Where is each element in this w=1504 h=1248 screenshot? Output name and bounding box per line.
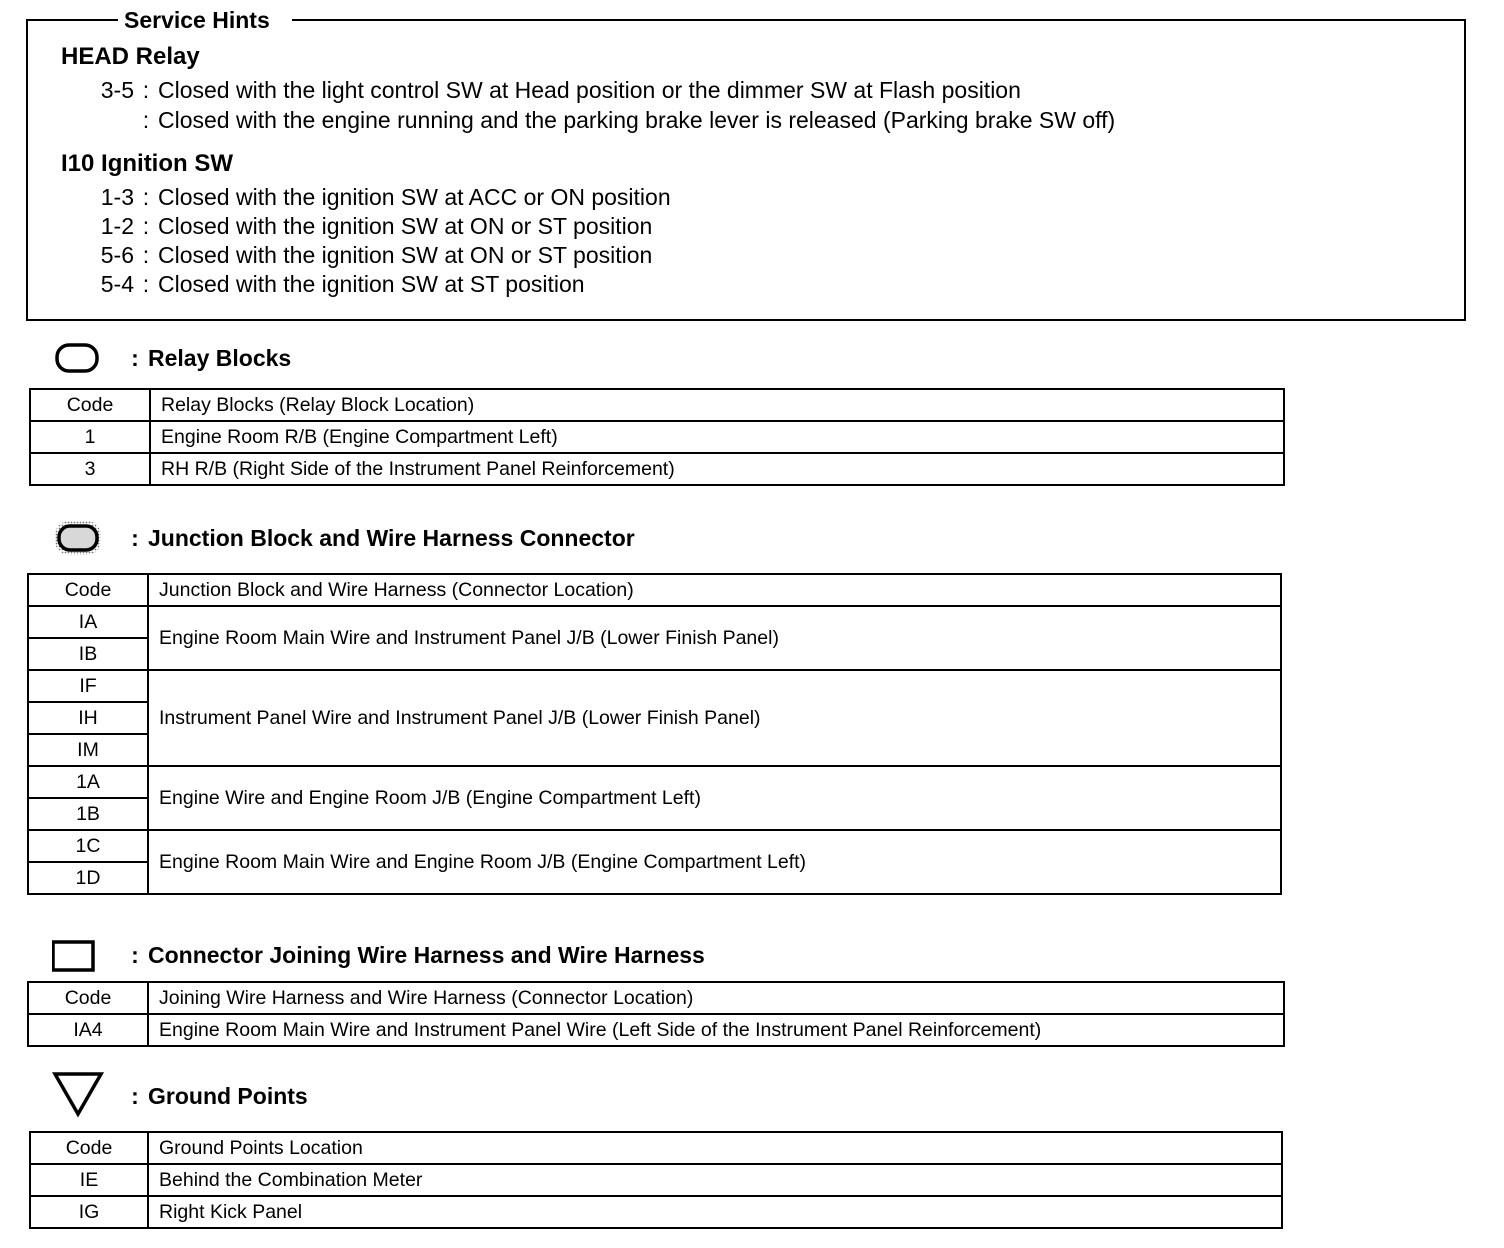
row-code: IM <box>28 734 148 766</box>
row-desc: Engine Room Main Wire and Instrument Panel J/B (Lower Finish Panel) <box>148 606 1281 670</box>
table-header-row <box>30 389 1284 421</box>
hint-line <box>68 76 1021 104</box>
row-desc: Engine Room Main Wire and Engine Room J/B (Engine Compartment Left) <box>148 830 1281 894</box>
hint-code: 5-6 <box>100 242 134 268</box>
row-code: IF <box>28 670 148 702</box>
junction-blocks-table <box>27 573 1282 895</box>
hint-text: Closed with the light control SW at Head position or the dimmer SW at Flash position <box>158 77 1021 103</box>
relay-blocks-label: Relay Blocks <box>148 344 292 371</box>
hint-code: 5-4 <box>100 271 134 297</box>
header-code: Code <box>30 389 150 421</box>
row-desc: Engine Room R/B (Engine Compartment Left) <box>150 421 1284 453</box>
row-code: 1C <box>28 830 148 862</box>
ground-points-legend <box>52 1076 308 1116</box>
legend-colon: : <box>131 1082 139 1109</box>
row-code: IH <box>28 702 148 734</box>
header-desc: Junction Block and Wire Harness (Connector Location) <box>148 574 1281 606</box>
row-code: 1D <box>28 862 148 894</box>
table-row <box>28 766 1281 798</box>
header-code: Code <box>28 982 148 1014</box>
row-desc: Instrument Panel Wire and Instrument Panel J/B (Lower Finish Panel) <box>148 670 1281 766</box>
table-row <box>28 670 1281 702</box>
table-header-row <box>30 1132 1282 1164</box>
table-row <box>30 1196 1282 1228</box>
row-desc: Right Kick Panel <box>148 1196 1282 1228</box>
rounded-rect-icon <box>52 338 122 378</box>
down-triangle-icon <box>52 1071 122 1121</box>
header-code: Code <box>28 574 148 606</box>
hint-line <box>68 212 652 240</box>
hint-code: 1-3 <box>100 184 134 210</box>
hint-code: 3-5 <box>100 77 134 103</box>
connectors-legend <box>52 935 705 975</box>
row-code: IG <box>30 1196 148 1228</box>
header-desc: Relay Blocks (Relay Block Location) <box>150 389 1284 421</box>
hint-colon: : <box>142 77 150 103</box>
row-code: 1B <box>28 798 148 830</box>
table-row <box>28 830 1281 862</box>
row-code: IE <box>30 1164 148 1196</box>
legend-colon: : <box>131 344 139 371</box>
table-header-row <box>28 982 1284 1014</box>
hint-text: Closed with the ignition SW at ST position <box>158 271 585 297</box>
row-code: 1 <box>30 421 150 453</box>
connectors-table <box>27 981 1285 1047</box>
row-code: IA <box>28 606 148 638</box>
hint-line <box>68 270 585 298</box>
table-row <box>28 1014 1284 1046</box>
hint-line <box>68 106 1115 134</box>
hint-line <box>68 241 652 269</box>
table-row <box>28 606 1281 638</box>
relay-blocks-table <box>29 388 1285 486</box>
hint-text: Closed with the ignition SW at ON or ST position <box>158 242 653 268</box>
hint-colon: : <box>142 184 150 210</box>
row-desc: Engine Wire and Engine Room J/B (Engine Compartment Left) <box>148 766 1281 830</box>
hint-code: 1-2 <box>100 213 134 239</box>
junction-blocks-label: Junction Block and Wire Harness Connector <box>148 524 635 551</box>
hint-heading-ignition-sw: I10 Ignition SW <box>61 150 233 177</box>
row-desc: RH R/B (Right Side of the Instrument Panel Reinforcement) <box>150 453 1284 485</box>
row-desc: Engine Room Main Wire and Instrument Panel Wire (Left Side of the Instrument Panel Reinforcement) <box>148 1014 1284 1046</box>
table-header-row <box>28 574 1281 606</box>
hint-line <box>68 183 671 211</box>
rectangle-icon <box>52 935 122 975</box>
hint-colon: : <box>142 242 150 268</box>
header-desc: Joining Wire Harness and Wire Harness (Connector Location) <box>148 982 1284 1014</box>
legend-colon: : <box>131 524 139 551</box>
table-row <box>30 453 1284 485</box>
hint-colon: : <box>142 213 150 239</box>
legend-colon: : <box>131 941 139 968</box>
hint-text: Closed with the ignition SW at ACC or ON position <box>158 184 671 210</box>
hint-colon: : <box>142 107 150 133</box>
ground-points-table <box>29 1131 1283 1229</box>
row-code: 1A <box>28 766 148 798</box>
row-desc: Behind the Combination Meter <box>148 1164 1282 1196</box>
connectors-label: Connector Joining Wire Harness and Wire Harness <box>148 941 705 968</box>
shaded-rounded-rect-icon <box>52 518 122 558</box>
row-code: IB <box>28 638 148 670</box>
hint-text: Closed with the ignition SW at ON or ST position <box>158 213 653 239</box>
relay-blocks-legend <box>52 338 291 378</box>
service-hints-box <box>26 7 1466 321</box>
hint-text: Closed with the engine running and the parking brake lever is released (Parking brake SW off) <box>158 107 1116 133</box>
header-desc: Ground Points Location <box>148 1132 1282 1164</box>
row-code: IA4 <box>28 1014 148 1046</box>
table-row <box>30 1164 1282 1196</box>
row-code: 3 <box>30 453 150 485</box>
hint-colon: : <box>142 271 150 297</box>
ground-points-label: Ground Points <box>148 1082 308 1109</box>
service-hints-title: Service Hints <box>118 5 292 35</box>
table-row <box>30 421 1284 453</box>
hint-heading-head-relay: HEAD Relay <box>61 43 200 70</box>
junction-blocks-legend <box>52 518 635 558</box>
header-code: Code <box>30 1132 148 1164</box>
